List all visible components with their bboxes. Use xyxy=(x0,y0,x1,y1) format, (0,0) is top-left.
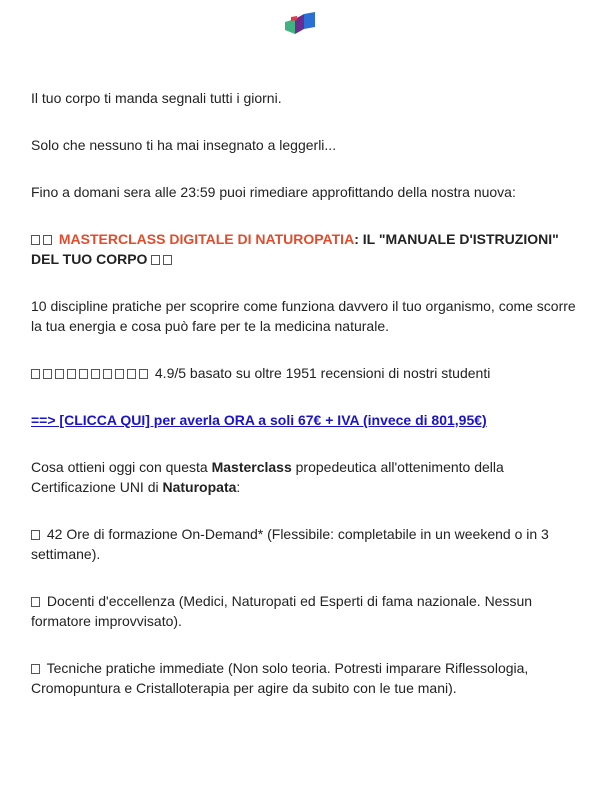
rating-stars-icon xyxy=(31,365,151,381)
description-line: 10 discipline pratiche per scoprire come funziona davvero il tuo organismo, come scorre la tua energia e cosa può fare per te la medicina naturale. xyxy=(31,298,576,334)
offer-bold-1: Masterclass xyxy=(211,459,292,475)
cta-line xyxy=(31,410,581,430)
masterclass-name: MASTERCLASS DIGITALE DI NATUROPATIA xyxy=(58,231,355,247)
masterclass-subtitle: : IL "MANUALE D'ISTRUZIONI" DEL TUO CORPO xyxy=(31,231,559,267)
email-content xyxy=(31,88,581,698)
masterclass-title xyxy=(31,229,581,269)
offer-text-2: propedeutica all'ottenimento della Certificazione UNI di xyxy=(31,459,504,495)
offer-text-3: : xyxy=(236,479,241,495)
offer-line xyxy=(31,457,581,497)
benefit-text: 42 Ore di formazione On-Demand* (Flessibile: completabile in un weekend o in 3 settimane). xyxy=(31,526,549,562)
teaser-line: Solo che nessuno ti ha mai insegnato a leggerli... xyxy=(31,137,337,153)
brand-logo-icon xyxy=(283,10,317,36)
benefit-item xyxy=(31,591,581,631)
deadline-line: Fino a domani sera alle 23:59 puoi rimediare approfittando della nostra nuova: xyxy=(31,184,516,200)
benefit-text: Tecniche pratiche immediate (Non solo teoria. Potresti imparare Riflessologia, Cromopuntura e Cristalloterapia per agire da subito con le tue mani). xyxy=(31,660,529,696)
box-glyph-icon xyxy=(163,255,172,265)
box-glyph-icon xyxy=(43,235,52,245)
benefit-item xyxy=(31,658,581,698)
benefit-item xyxy=(31,524,581,564)
box-glyph-icon xyxy=(31,597,40,607)
benefit-text: Docenti d'eccellenza (Medici, Naturopati ed Esperti di fama nazionale. Nessun formatore improvvisato). xyxy=(31,593,533,629)
box-glyph-icon xyxy=(31,664,40,674)
offer-text-1: Cosa ottieni oggi con questa xyxy=(31,459,212,475)
box-glyph-icon xyxy=(31,530,40,540)
cta-link[interactable]: ==> [CLICCA QUI] per averla ORA a soli 67€ + IVA (invece di 801,95€) xyxy=(31,412,487,428)
rating-text: 4.9/5 basato su oltre 1951 recensioni di nostri studenti xyxy=(154,365,491,381)
box-glyph-icon xyxy=(31,235,40,245)
rating-line xyxy=(31,363,581,383)
intro-line: Il tuo corpo ti manda segnali tutti i giorni. xyxy=(31,90,282,106)
offer-bold-2: Naturopata xyxy=(162,479,237,495)
box-glyph-icon xyxy=(151,255,160,265)
